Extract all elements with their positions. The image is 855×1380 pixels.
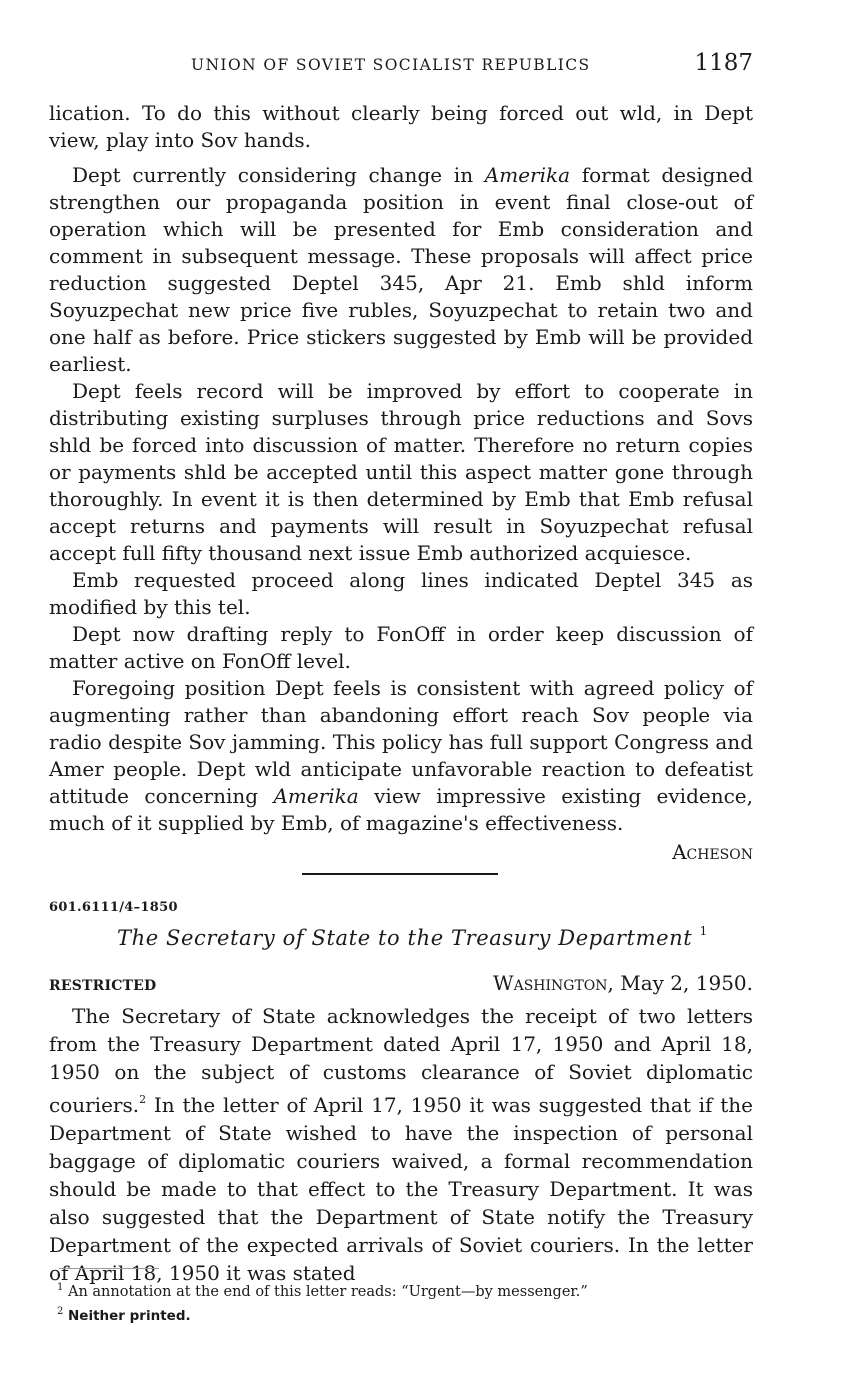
footnote-text: An annotation at the end of this letter reads: “Urgent—by messenger.” [67,1284,588,1300]
magazine-title: Amerika [273,784,359,808]
classification-label: RESTRICTED [49,978,157,994]
text-run: Foregoing position Dept feels is consistent with agreed policy of augmenting rather than abandoning effort reach Sov people via radio despite Sov jamming. This policy has full support Congress and Amer people. Dept wld anticipate unfavorable reaction to defeatist attitude concerning [49,676,753,808]
dateline [493,971,753,995]
document-page [49,0,753,1380]
running-head [49,50,753,80]
footnote-text: Neither printed. [67,1308,191,1324]
letter-body [49,1002,753,1287]
heading-text: The Secretary of State to the Treasury Department [117,926,693,950]
paragraph-format-change [49,162,753,378]
running-title: UNION OF SOVIET SOCIALIST REPUBLICS [191,56,591,74]
text-run: view impressive existing evidence, much of it supplied by Emb, of magazine's effectiveness. [49,784,753,835]
text-run: In the letter of April 17, 1950 it was suggested that if the Department of State wished to have the inspection of personal baggage of diplomatic couriers waived, a formal recommendation should be made to that effect to the Treasury Department. It was also suggested that the Department of State notify the Treasury Department of the expected arrivals of Soviet couriers. In the letter of April 18, 1950 it was stated [49,1093,753,1285]
paragraph-policy [49,675,753,837]
dateline-date: , May 2, 1950. [607,971,753,995]
magazine-title: Amerika [484,163,571,187]
footnote-mark: 2 [57,1306,64,1317]
paragraph-continuation: lication. To do this without clearly being forced out wld, in Dept view, play into Sov hands. [49,101,753,152]
dateline-place: Washington [493,971,608,995]
document-heading [117,924,708,950]
text-run: Dept currently considering change in [72,163,485,187]
letter-paragraph [49,1002,753,1287]
section-divider [302,873,498,875]
text-run: format designed strengthen our propaganda position in event final close-out of operation which will be presented for Emb consideration and comment in subsequent message. These proposals will affect price reduction suggested Deptel 345, Apr 21. Emb shld inform Soyuzpechat new price five rubles, Soyuzpechat to retain two and one half as before. Price stickers suggested by Emb will be provided earliest. [49,163,754,376]
footnote-ref: 2 [139,1093,147,1106]
footnote-ref: 1 [699,924,708,938]
footnote-1 [57,1278,747,1302]
paragraph-fonoff: Dept now drafting reply to FonOff in order keep discussion of matter active on FonOff level. [49,622,753,673]
paragraph-deptel-345: Emb requested proceed along lines indicated Deptel 345 as modified by this tel. [49,568,753,619]
signature: Acheson [672,840,753,864]
page-number: 1187 [694,50,753,76]
footnote-2 [57,1302,747,1326]
footnotes [57,1278,747,1326]
telegram-body [49,100,753,866]
file-number: 601.6111/4–1850 [49,900,178,915]
footnote-mark: 1 [57,1282,64,1293]
footnote-divider [59,1268,159,1269]
text-run: The Secretary of State acknowledges the receipt of two letters from the Treasury Department dated April 17, 1950 and April 18, 1950 on the subject of customs clearance of Soviet diplomatic couriers. [49,1004,753,1117]
paragraph-surpluses: Dept feels record will be improved by effort to cooperate in distributing existing surpluses through price reductions and Sovs shld be forced into discussion of matter. Therefore no return copies or payments shld be accepted until this aspect matter gone through thoroughly. In event it is then determined by Emb that Emb refusal accept returns and payments will result in Soyuzpechat refusal accept full fifty thousand next issue Emb authorized acquiesce. [49,379,753,565]
